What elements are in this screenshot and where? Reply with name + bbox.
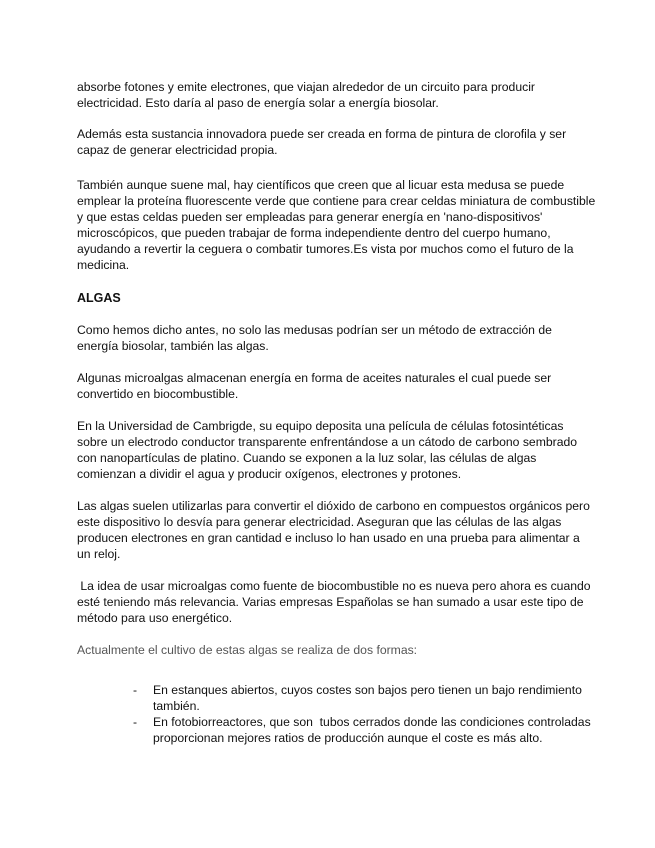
text-line: ayudando a revertir la ceguera o combatir tumores.Es vista por muchos como el futuro de la [77,242,574,256]
text-line: comienzan a dividir el agua y producir oxígenos, electrones y protones. [77,467,462,481]
text-line: capaz de generar electricidad propia. [77,143,278,157]
paragraph-biofuel-relevance [77,578,591,626]
dash-bullet: - [133,715,138,729]
paragraph-cambridge [77,418,577,482]
text-line: microscópicos, que pueden trabajar de forma independiente dentro del cuerpo humano, [77,226,551,240]
text-line: Como hemos dicho antes, no solo las medusas podrían ser un método de extracción de [77,323,552,337]
paragraph-co2-conversion [77,498,590,562]
cultivation-list [133,682,591,746]
text-line: En la Universidad de Cambrigde, su equipo deposita una película de células fotosintéticas [77,419,564,433]
dash-bullet: - [133,683,138,697]
text-line: esté teniendo más relevancia. Varias empresas Españolas se han sumado a usar este tipo de [77,595,584,609]
text-line: convertido en biocombustible. [77,387,239,401]
text-line: También aunque suene mal, hay científicos que creen que al licuar esta medusa se puede [77,178,565,192]
text-line: proporcionan mejores ratios de producción aunque el coste es más alto. [153,731,543,745]
text-line: medicina. [77,258,130,272]
text-line: Actualmente el cultivo de estas algas se realiza de dos formas: [77,643,418,657]
text-line: un reloj. [77,547,121,561]
text-line: absorbe fotones y emite electrones, que viajan alrededor de un circuito para producir [77,80,535,94]
text-line: emplear la proteína fluorescente verde que contiene para crear celdas miniatura de combustible [77,194,596,208]
text-line: En estanques abiertos, cuyos costes son bajos pero tienen un bajo rendimiento [153,683,582,697]
text-line: y que estas celdas pueden ser empleadas para generar energía en 'nano-dispositivos' [77,210,543,224]
paragraph-algas-intro [77,322,577,354]
text-line: Las algas suelen utilizarlas para convertir el dióxido de carbono en compuestos orgánicos pero [77,499,590,513]
list-item [133,714,591,746]
paragraph-jellyfish-medicine [77,177,596,273]
text-line: En fotobiorreactores, que son tubos cerrados donde las condiciones controladas [153,715,591,729]
text-line: electricidad. Esto daría al paso de energía solar a energía biosolar. [77,96,439,110]
text-line: Algunas microalgas almacenan energía en forma de aceites naturales el cual puede ser [77,371,552,385]
text-line: con nanopartículas de platino. Cuando se exponen a la luz solar, las células de algas [77,451,537,465]
paragraph-cultivation-methods [77,642,577,658]
paragraph-chlorophyll-paint [77,126,577,158]
heading-text: ALGAS [77,291,121,305]
text-line: también. [153,699,200,713]
text-line: Además esta sustancia innovadora puede ser creada en forma de pintura de clorofila y ser [77,127,567,141]
text-line: método para uso energético. [77,611,233,625]
text-line: producen electrones en gran cantidad e incluso lo han usado en una prueba para alimentar a [77,531,580,545]
list-item [133,682,583,714]
text-line: este dispositivo lo desvía para generar electricidad. Aseguran que las células de las algas [77,515,562,529]
text-line: La idea de usar microalgas como fuente de biocombustible no es nueva pero ahora es cuando [77,579,591,593]
paragraph-biosolar-intro [77,79,577,111]
section-heading-algas [77,290,577,306]
text-line: sobre un electrodo conductor transparente enfrentándose a un cátodo de carbono sembrado [77,435,578,449]
text-line: energía biosolar, también las algas. [77,339,269,353]
paragraph-microalgae-oils [77,370,577,402]
